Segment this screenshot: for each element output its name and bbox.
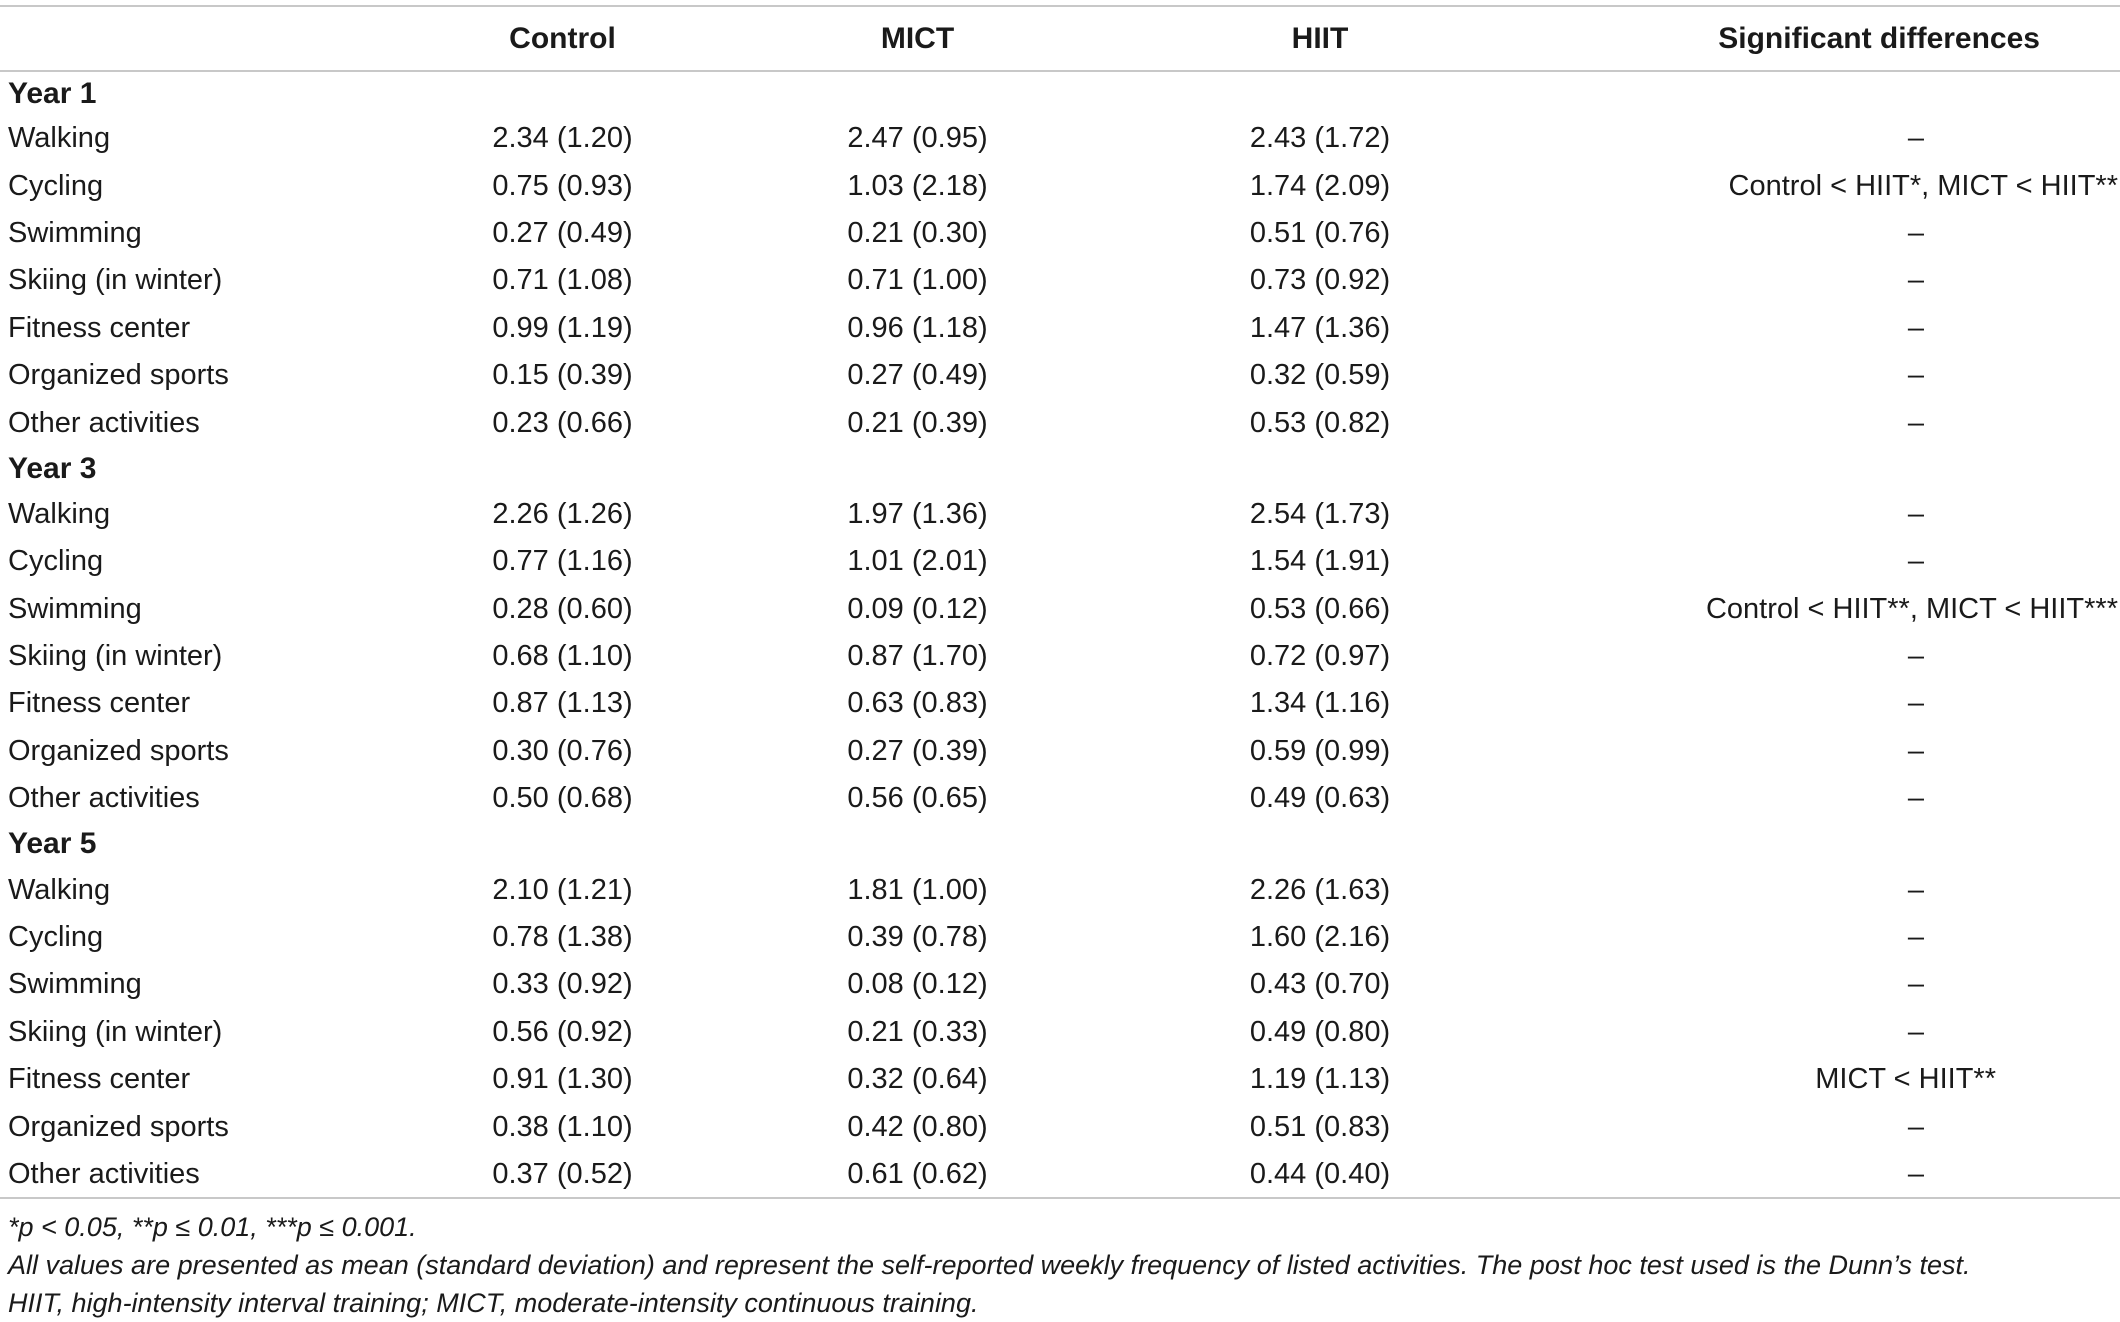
significant-difference-value: –	[1907, 1110, 1924, 1143]
control-value: 0.23 (0.66)	[492, 406, 633, 439]
table-row	[0, 728, 2120, 775]
mict-value: 0.61 (0.62)	[685, 1151, 1150, 1198]
control-value: 0.37 (0.52)	[440, 1151, 685, 1198]
activity-label: Walking	[8, 873, 111, 906]
significant-difference-value: –	[1907, 497, 1924, 530]
hiit-value: 0.44 (0.40)	[1150, 1151, 1490, 1198]
control-value: 0.91 (1.30)	[492, 1063, 633, 1096]
table-row	[0, 352, 2120, 399]
table-row	[0, 538, 2120, 585]
activity-label: Cycling	[8, 921, 104, 954]
mict-value: 0.21 (0.39)	[847, 406, 988, 439]
control-value: 2.26 (1.26)	[492, 497, 633, 530]
control-value: 2.34 (1.20)	[492, 122, 633, 155]
mict-value: 0.39 (0.78)	[847, 921, 988, 954]
activity-label: Cycling	[8, 169, 104, 202]
table-row	[0, 633, 2120, 680]
footnote-values-note: All values are presented as mean (standard deviation) and represent the self-reported weekly frequency of listed activities. The post hoc test used is the Dunn’s test.	[8, 1250, 1971, 1280]
hiit-value: 0.53 (0.82)	[1249, 406, 1391, 439]
control-value: 0.99 (1.19)	[492, 311, 633, 344]
activity-frequency-table	[0, 5, 2120, 1199]
hiit-value: 2.54 (1.73)	[1249, 497, 1391, 530]
hiit-value: 1.60 (2.16)	[1249, 921, 1391, 954]
control-value: 0.77 (1.16)	[492, 545, 633, 578]
control-value: 0.68 (1.10)	[492, 640, 633, 673]
table-row	[0, 1151, 2120, 1198]
control-value: 0.38 (1.10)	[492, 1110, 633, 1143]
mict-value: 0.71 (1.00)	[847, 264, 988, 297]
table-row	[0, 257, 2120, 304]
control-value: 0.28 (0.60)	[492, 592, 633, 625]
table-row	[0, 305, 2120, 352]
control-value: 0.78 (1.38)	[492, 921, 633, 954]
mict-value: 0.87 (1.70)	[847, 640, 988, 673]
hiit-value: 0.51 (0.83)	[1249, 1110, 1391, 1143]
table-row	[0, 680, 2120, 727]
header-row	[0, 6, 2120, 71]
table-row	[0, 162, 2120, 209]
mict-value: 0.56 (0.65)	[847, 782, 988, 815]
header-significant-differences: Significant differences	[1490, 6, 2120, 71]
mict-value: 1.03 (2.18)	[847, 169, 988, 202]
hiit-value: 0.32 (0.59)	[1249, 359, 1391, 392]
hiit-value: 2.26 (1.63)	[1249, 873, 1391, 906]
group-title: Year 5	[8, 827, 97, 861]
hiit-value: 1.54 (1.91)	[1249, 545, 1391, 578]
table-row	[0, 586, 2120, 633]
table-body	[0, 71, 2120, 1198]
activity-label: Fitness center	[8, 687, 191, 720]
activity-label: Other activities	[8, 782, 200, 815]
activity-label: Organized sports	[8, 359, 229, 392]
activity-label: Swimming	[8, 216, 142, 249]
hiit-value: 0.49 (0.80)	[1249, 1015, 1391, 1048]
hiit-value: 0.51 (0.76)	[1249, 216, 1391, 249]
control-value: 0.75 (0.93)	[492, 169, 633, 202]
mict-value: 1.97 (1.36)	[847, 497, 988, 530]
group-header-row	[0, 447, 2120, 491]
hiit-value: 0.73 (0.92)	[1249, 264, 1391, 297]
hiit-value: 1.34 (1.16)	[1249, 687, 1391, 720]
mict-value: 0.63 (0.83)	[847, 687, 988, 720]
table-footnotes	[8, 1208, 1971, 1322]
activity-label: Skiing (in winter)	[8, 264, 223, 297]
mict-value: 1.01 (2.01)	[847, 545, 988, 578]
significant-difference-value: –	[1907, 1015, 1924, 1048]
mict-value: 0.96 (1.18)	[847, 311, 988, 344]
table-row	[0, 866, 2120, 913]
group-title: Year 1	[8, 76, 97, 110]
table-row	[0, 1103, 2120, 1150]
hiit-value: 0.43 (0.70)	[1249, 968, 1391, 1001]
activity-label: Cycling	[8, 545, 104, 578]
table-row	[0, 115, 2120, 162]
activity-label: Swimming	[8, 968, 142, 1001]
activity-label: Walking	[8, 122, 111, 155]
header-mict: MICT	[685, 6, 1150, 71]
control-value: 2.10 (1.21)	[492, 873, 633, 906]
significant-difference-value: –	[1907, 359, 1924, 392]
significant-difference-value: –	[1907, 873, 1924, 906]
control-value: 0.87 (1.13)	[492, 687, 633, 720]
hiit-value: 0.59 (0.99)	[1249, 734, 1391, 767]
group-header-row	[0, 71, 2120, 115]
table-row	[0, 399, 2120, 446]
activity-label: Organized sports	[8, 734, 229, 767]
significant-difference-value: –	[1907, 687, 1924, 720]
mict-value: 0.21 (0.30)	[847, 216, 988, 249]
table-row	[0, 914, 2120, 961]
header-control: Control	[440, 6, 685, 71]
group-header-row	[0, 822, 2120, 866]
control-value: 0.15 (0.39)	[492, 359, 633, 392]
significant-difference-value: –	[1907, 264, 1924, 297]
significant-difference-value: –	[1907, 311, 1924, 344]
mict-value: 0.21 (0.33)	[847, 1015, 988, 1048]
mict-value: 0.27 (0.39)	[847, 734, 988, 767]
significant-difference-value: –	[1907, 122, 1924, 155]
activity-label: Other activities	[0, 1151, 440, 1198]
mict-value: 0.32 (0.64)	[847, 1063, 988, 1096]
table-row	[0, 775, 2120, 822]
control-value: 0.71 (1.08)	[492, 264, 633, 297]
control-value: 0.33 (0.92)	[492, 968, 633, 1001]
table-row	[0, 1009, 2120, 1056]
table-row	[0, 210, 2120, 257]
hiit-value: 0.49 (0.63)	[1249, 782, 1391, 815]
control-value: 0.30 (0.76)	[492, 734, 633, 767]
header-hiit: HIIT	[1150, 6, 1490, 71]
mict-value: 1.81 (1.00)	[847, 873, 988, 906]
control-value: 0.56 (0.92)	[492, 1015, 633, 1048]
footnote-abbreviations: HIIT, high-intensity interval training; MICT, moderate-intensity continuous training.	[8, 1288, 979, 1318]
activity-label: Skiing (in winter)	[8, 640, 223, 673]
significant-difference-value: –	[1907, 968, 1924, 1001]
significant-difference-value: –	[1907, 921, 1924, 954]
activity-label: Other activities	[8, 406, 200, 439]
significant-difference-value: –	[1907, 640, 1924, 673]
mict-value: 0.27 (0.49)	[847, 359, 988, 392]
significant-difference-value: Control < HIIT**, MICT < HIIT***	[1705, 592, 2118, 625]
mict-value: 0.09 (0.12)	[847, 592, 988, 625]
significant-difference-value: –	[1907, 734, 1924, 767]
activity-label: Fitness center	[8, 1063, 191, 1096]
hiit-value: 1.74 (2.09)	[1249, 169, 1391, 202]
mict-value: 0.08 (0.12)	[847, 968, 988, 1001]
mict-value: 2.47 (0.95)	[847, 122, 988, 155]
hiit-value: 2.43 (1.72)	[1249, 122, 1391, 155]
mict-value: 0.42 (0.80)	[847, 1110, 988, 1143]
activity-label: Walking	[8, 497, 111, 530]
control-value: 0.27 (0.49)	[492, 216, 633, 249]
significant-difference-value: –	[1907, 545, 1924, 578]
table-row	[0, 491, 2120, 538]
significant-difference-value: –	[1907, 782, 1924, 815]
hiit-value: 0.72 (0.97)	[1249, 640, 1391, 673]
significant-difference-value: –	[1907, 216, 1924, 249]
activity-label: Skiing (in winter)	[8, 1015, 223, 1048]
activity-label: Swimming	[8, 592, 142, 625]
activity-label: Fitness center	[8, 311, 191, 344]
table-row	[0, 961, 2120, 1008]
hiit-value: 1.47 (1.36)	[1249, 311, 1391, 344]
hiit-value: 0.53 (0.66)	[1249, 592, 1391, 625]
activity-label: Organized sports	[8, 1110, 229, 1143]
significant-difference-value: Control < HIIT*, MICT < HIIT**	[1728, 169, 2118, 202]
significant-difference-value: MICT < HIIT**	[1815, 1063, 1996, 1096]
table-header	[0, 6, 2120, 71]
significant-difference-value: –	[1490, 1151, 2120, 1198]
table-row	[0, 1056, 2120, 1103]
control-value: 0.50 (0.68)	[492, 782, 633, 815]
header-activity	[0, 6, 440, 71]
footnote-significance: *p < 0.05, **p ≤ 0.01, ***p ≤ 0.001.	[8, 1212, 417, 1242]
hiit-value: 1.19 (1.13)	[1249, 1063, 1391, 1096]
group-title: Year 3	[8, 451, 97, 485]
significant-difference-value: –	[1907, 406, 1924, 439]
